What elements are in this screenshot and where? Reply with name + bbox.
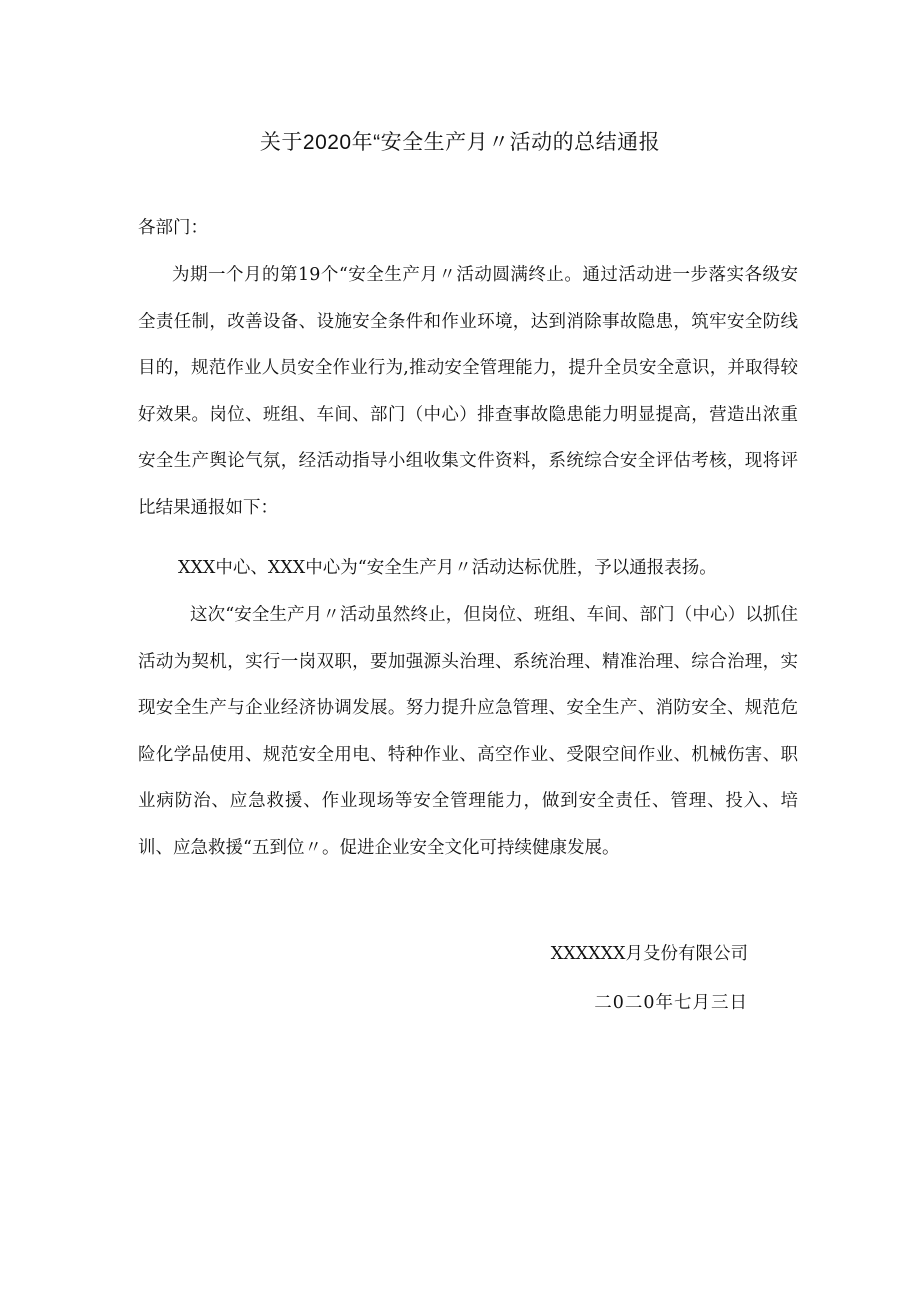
paragraph-summary: 为期一个月的第19个“安全生产月〃活动圆满终止。通过活动进一步落实各级安全责任制，改善设备、设施安全条件和作业环境，达到消除事故隐患，筑牢安全防线目的，规范作业人员安全作业行为,推动安全管理能力，提升全员安全意识，并取得较好效果。岗位、班组、车间、部门（中心）排查事故隐患能力明显提高，营造出浓重安全生产舆论气氛，经活动指导小组收集文件资料，系统综合安全评估考核，现将评比结果通报如下： <box>138 265 798 518</box>
paragraph-requirements: 这次“安全生产月〃活动虽然终止，但岗位、班组、车间、部门（中心）以抓住活动为契机，实行一岗双职，要加强源头治理、系统治理、精准治理、综合治理，实现安全生产与企业经济协调发展。努力提升应急管理、安全生产、消防安全、规范危险化学品使用、规范安全用电、特种作业、高空作业、受限空间作业、机械伤害、职业病防治、应急救援、作业现场等安全管理能力，做到安全责任、管理、投入、培训、应急救援“五到位〃。促进企业安全文化可持续健康发展。 <box>138 605 798 858</box>
paragraph-commendation: XXX中心、XXX中心为“安全生产月〃活动达标优胜，予以通报表扬。 <box>178 558 717 578</box>
signer-company: XXXXXX月殳份有限公司 <box>550 944 748 964</box>
issue-date: 二0二0年七月三日 <box>594 993 748 1013</box>
document-title: 关于2020年“安全生产月〃活动的总结通报 <box>259 131 661 154</box>
salutation: 各部门： <box>138 218 208 238</box>
